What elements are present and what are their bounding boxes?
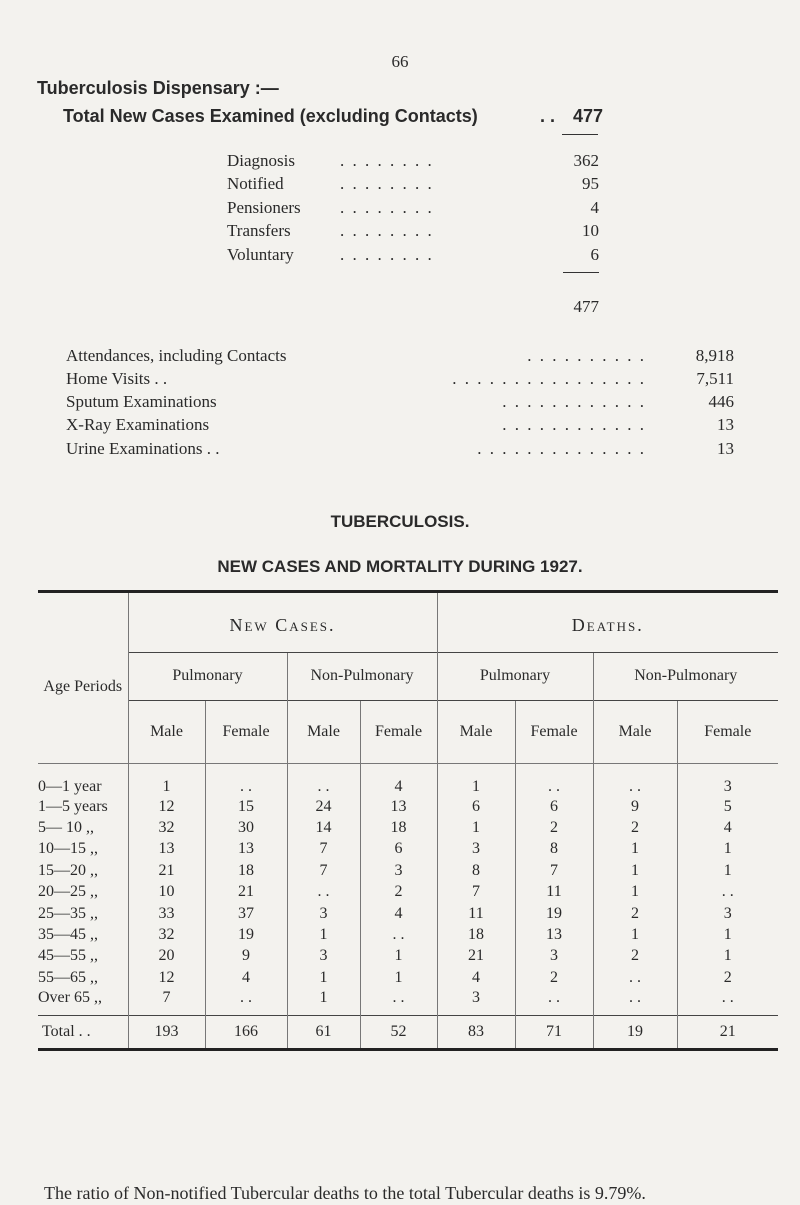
dispensary-title: Tuberculosis Dispensary :—	[37, 78, 279, 98]
breakdown-label: Pensioners	[227, 198, 301, 217]
female-header: Female	[360, 700, 437, 763]
count-cell: 12	[128, 967, 205, 988]
table-row	[38, 860, 778, 881]
breakdown-dots: . . . . . . . .	[340, 151, 434, 170]
table-row	[38, 924, 778, 945]
count-cell: 10	[128, 882, 205, 903]
breakdown-dots: . . . . . . . .	[340, 198, 434, 217]
divider	[562, 134, 598, 135]
female-header: Female	[205, 700, 287, 763]
count-cell: 3	[287, 903, 360, 924]
count-cell: 2	[593, 946, 677, 967]
count-cell: . .	[515, 989, 593, 1016]
count-cell: . .	[205, 763, 287, 796]
count-cell: 6	[515, 796, 593, 817]
count-cell: 1	[287, 924, 360, 945]
count-cell: 1	[437, 763, 515, 796]
count-cell: 3	[677, 763, 778, 796]
count-cell: 1	[128, 763, 205, 796]
count-cell: 11	[437, 903, 515, 924]
count-cell: 3	[677, 903, 778, 924]
attendance-value: 13	[717, 439, 734, 458]
table-row	[38, 796, 778, 817]
count-cell: . .	[593, 989, 677, 1016]
count-cell: . .	[593, 967, 677, 988]
deaths-header: Deaths.	[437, 593, 778, 652]
male-header: Male	[437, 700, 515, 763]
count-cell: 1	[677, 860, 778, 881]
total-cell: 61	[287, 1015, 360, 1049]
count-cell: 3	[437, 989, 515, 1016]
male-header: Male	[128, 700, 205, 763]
count-cell: 19	[515, 903, 593, 924]
attendance-dots: . . . . . . . . . . . . . . . .	[452, 369, 646, 388]
count-cell: 2	[677, 967, 778, 988]
count-cell: 7	[128, 989, 205, 1016]
count-cell: 3	[360, 860, 437, 881]
count-cell: 1	[593, 860, 677, 881]
count-cell: 1	[360, 967, 437, 988]
count-cell: 15	[205, 796, 287, 817]
total-cell: 21	[677, 1015, 778, 1049]
footnote: The ratio of Non-notified Tubercular deaths to the total Tubercular deaths is 9.79%.	[44, 1183, 646, 1203]
section-heading: TUBERCULOSIS.	[330, 512, 470, 531]
new-pulmonary-header: Pulmonary	[128, 652, 287, 700]
total-cell: 52	[360, 1015, 437, 1049]
table-row	[38, 967, 778, 988]
page-number: 66	[391, 52, 409, 71]
count-cell: . .	[515, 763, 593, 796]
breakdown-dots: . . . . . . . .	[340, 245, 434, 264]
tb-table	[38, 593, 778, 1051]
table-row	[38, 839, 778, 860]
count-cell: 8	[437, 860, 515, 881]
count-cell: . .	[677, 989, 778, 1016]
count-cell: 37	[205, 903, 287, 924]
table-row	[38, 763, 778, 796]
age-period-cell: 1—5 years	[38, 797, 108, 815]
count-cell: 2	[593, 817, 677, 838]
count-cell: 7	[437, 882, 515, 903]
age-period-cell: 10—15 ,,	[38, 840, 98, 858]
total-cell: 193	[128, 1015, 205, 1049]
count-cell: 4	[437, 967, 515, 988]
breakdown-dots: . . . . . . . .	[340, 221, 434, 240]
group-header-row	[38, 593, 778, 652]
table-row	[38, 882, 778, 903]
age-period-cell: Over 65 ,,	[38, 988, 102, 1006]
age-period-cell: 45—55 ,,	[38, 947, 98, 965]
total-new-cases-label: Total New Cases Examined (excluding Contacts)	[63, 106, 478, 126]
count-cell: 6	[360, 839, 437, 860]
count-cell: 1	[677, 946, 778, 967]
breakdown-dots: . . . . . . . .	[340, 174, 434, 193]
count-cell: 30	[205, 817, 287, 838]
attendance-dots: . . . . . . . . . .	[527, 346, 646, 365]
total-new-cases-value: 477	[572, 106, 603, 126]
count-cell: 13	[360, 796, 437, 817]
count-cell: 1	[287, 967, 360, 988]
count-cell: 33	[128, 903, 205, 924]
attendance-value: 7,511	[696, 369, 734, 388]
count-cell: . .	[205, 989, 287, 1016]
age-periods-header: Age Periods	[38, 593, 128, 763]
table-title: NEW CASES AND MORTALITY DURING 1927.	[217, 557, 583, 576]
attendance-label: X-Ray Examinations	[66, 415, 210, 434]
count-cell: 18	[437, 924, 515, 945]
count-cell: 3	[437, 839, 515, 860]
attendance-value: 446	[708, 392, 734, 411]
attendance-label: Urine Examinations . .	[66, 439, 220, 458]
age-period-cell: 5— 10 ,,	[38, 819, 94, 837]
count-cell: 21	[205, 882, 287, 903]
total-label-cell: Total . .	[38, 1015, 128, 1049]
count-cell: 1	[593, 839, 677, 860]
attendance-label: Attendances, including Contacts	[66, 346, 287, 365]
count-cell: 8	[515, 839, 593, 860]
breakdown-total-value: 477	[573, 297, 599, 316]
count-cell: 2	[360, 882, 437, 903]
count-cell: 2	[515, 967, 593, 988]
count-cell: 1	[593, 924, 677, 945]
attendance-value: 8,918	[695, 346, 734, 365]
type-header-row	[38, 652, 778, 700]
count-cell: 24	[287, 796, 360, 817]
count-cell: 7	[287, 860, 360, 881]
count-cell: 7	[287, 839, 360, 860]
attendance-dots: . . . . . . . . . . . .	[502, 415, 646, 434]
count-cell: 13	[515, 924, 593, 945]
count-cell: 18	[360, 817, 437, 838]
breakdown-value: 10	[582, 221, 599, 240]
breakdown-label: Notified	[227, 174, 284, 193]
count-cell: . .	[677, 882, 778, 903]
total-new-cases-dots: . .	[540, 106, 556, 126]
count-cell: 5	[677, 796, 778, 817]
female-header: Female	[677, 700, 778, 763]
count-cell: 3	[515, 946, 593, 967]
count-cell: 4	[360, 763, 437, 796]
count-cell: 3	[287, 946, 360, 967]
count-cell: 1	[677, 924, 778, 945]
count-cell: 7	[515, 860, 593, 881]
count-cell: 13	[205, 839, 287, 860]
table-row	[38, 989, 778, 1016]
count-cell: . .	[287, 763, 360, 796]
count-cell: 4	[360, 903, 437, 924]
count-cell: 14	[287, 817, 360, 838]
count-cell: . .	[287, 882, 360, 903]
count-cell: 1	[437, 817, 515, 838]
female-header: Female	[515, 700, 593, 763]
count-cell: . .	[593, 763, 677, 796]
new-cases-header: New Cases.	[128, 593, 437, 652]
count-cell: 32	[128, 924, 205, 945]
age-period-cell: 25—35 ,,	[38, 904, 98, 922]
sex-header-row	[38, 700, 778, 763]
age-period-cell: 35—45 ,,	[38, 926, 98, 944]
count-cell: 1	[360, 946, 437, 967]
breakdown-value: 6	[590, 245, 599, 264]
table-row	[38, 817, 778, 838]
count-cell: 4	[205, 967, 287, 988]
count-cell: 11	[515, 882, 593, 903]
count-cell: 2	[593, 903, 677, 924]
count-cell: 12	[128, 796, 205, 817]
age-period-cell: 20—25 ,,	[38, 883, 98, 901]
breakdown-value: 95	[582, 174, 599, 193]
age-period-cell: 55—65 ,,	[38, 968, 98, 986]
count-cell: 1	[593, 882, 677, 903]
total-row	[38, 1015, 778, 1049]
breakdown-value: 362	[573, 151, 599, 170]
count-cell: 6	[437, 796, 515, 817]
male-header: Male	[287, 700, 360, 763]
table-body	[38, 763, 778, 1049]
count-cell: 20	[128, 946, 205, 967]
deaths-non-pulmonary-header: Non-Pulmonary	[593, 652, 778, 700]
count-cell: 2	[515, 817, 593, 838]
table-row	[38, 946, 778, 967]
count-cell: 4	[677, 817, 778, 838]
count-cell: 1	[287, 989, 360, 1016]
total-cell: 166	[205, 1015, 287, 1049]
total-cell: 71	[515, 1015, 593, 1049]
attendance-label: Home Visits . .	[66, 369, 168, 388]
count-cell: . .	[360, 924, 437, 945]
age-period-cell: 0—1 year	[38, 778, 102, 795]
breakdown-label: Voluntary	[227, 245, 294, 264]
count-cell: 32	[128, 817, 205, 838]
new-non-pulmonary-header: Non-Pulmonary	[287, 652, 437, 700]
count-cell: 9	[593, 796, 677, 817]
total-cell: 83	[437, 1015, 515, 1049]
breakdown-value: 4	[590, 198, 599, 217]
table-row	[38, 903, 778, 924]
age-period-cell: 15—20 ,,	[38, 861, 98, 879]
count-cell: 21	[437, 946, 515, 967]
count-cell: . .	[360, 989, 437, 1016]
attendance-value: 13	[717, 415, 734, 434]
breakdown-label: Transfers	[227, 221, 291, 240]
divider	[563, 272, 599, 273]
count-cell: 1	[677, 839, 778, 860]
count-cell: 13	[128, 839, 205, 860]
male-header: Male	[593, 700, 677, 763]
attendance-dots: . . . . . . . . . . . . . .	[477, 439, 646, 458]
count-cell: 9	[205, 946, 287, 967]
breakdown-label: Diagnosis	[227, 151, 295, 170]
attendance-dots: . . . . . . . . . . . .	[502, 392, 646, 411]
count-cell: 21	[128, 860, 205, 881]
count-cell: 19	[205, 924, 287, 945]
attendance-label: Sputum Examinations	[66, 392, 217, 411]
deaths-pulmonary-header: Pulmonary	[437, 652, 593, 700]
total-cell: 19	[593, 1015, 677, 1049]
count-cell: 18	[205, 860, 287, 881]
